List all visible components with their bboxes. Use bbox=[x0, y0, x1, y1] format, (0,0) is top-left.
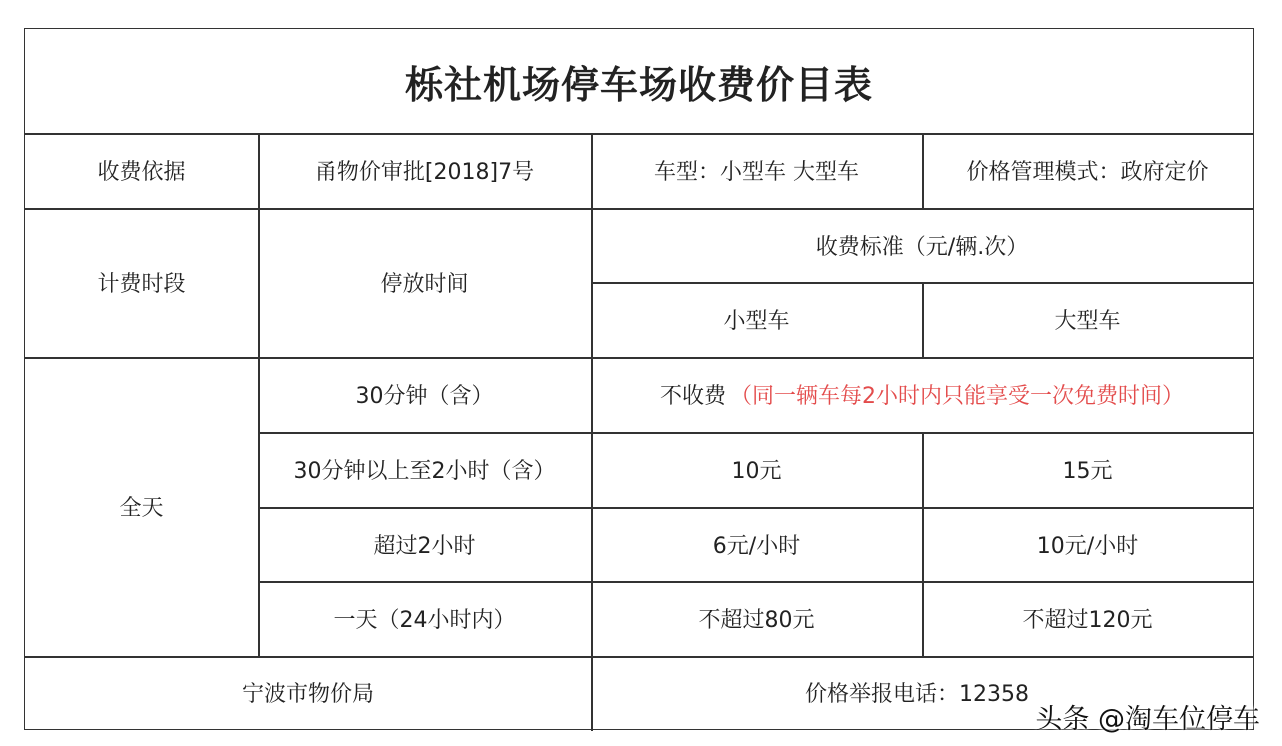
price-table bbox=[24, 28, 1254, 730]
vehicle-types: 车型：小型车 大型车 bbox=[654, 160, 859, 185]
duration-cell: 超过2小时 bbox=[373, 533, 476, 559]
table-title: 栎社机场停车场收费价目表 bbox=[404, 62, 873, 107]
watermark: 头条 @淘车位停车 bbox=[1035, 704, 1260, 735]
duration-cell: 一天（24小时内） bbox=[333, 608, 516, 633]
hotline: 价格举报电话：12358 bbox=[805, 682, 1029, 707]
free-cell bbox=[591, 357, 1253, 432]
small-car-price: 10元 bbox=[731, 459, 782, 484]
free-text: 不收费 bbox=[659, 384, 726, 409]
pricing-mode: 价格管理模式：政府定价 bbox=[966, 160, 1209, 185]
large-car-price: 15元 bbox=[1062, 459, 1113, 484]
large-car-header: 大型车 bbox=[1054, 309, 1121, 334]
large-car-price: 不超过120元 bbox=[1022, 608, 1153, 633]
small-car-price: 不超过80元 bbox=[698, 608, 815, 633]
basis-label: 收费依据 bbox=[97, 160, 186, 185]
period-value: 全天 bbox=[119, 496, 164, 521]
free-note: （同一辆车每2小时内只能享受一次免费时间） bbox=[730, 384, 1184, 409]
standard-label: 收费标准（元/辆.次） bbox=[815, 234, 1029, 260]
small-car-header: 小型车 bbox=[723, 309, 790, 334]
period-label: 计费时段 bbox=[97, 272, 186, 297]
large-car-price: 10元/小时 bbox=[1036, 533, 1139, 559]
duration-cell: 30分钟以上至2小时（含） bbox=[293, 459, 556, 484]
small-car-price: 6元/小时 bbox=[712, 533, 801, 559]
authority: 宁波市物价局 bbox=[241, 682, 374, 707]
basis-value: 甬物价审批[2018]7号 bbox=[314, 160, 535, 185]
duration-cell: 30分钟（含） bbox=[355, 384, 494, 409]
duration-label: 停放时间 bbox=[380, 272, 469, 297]
